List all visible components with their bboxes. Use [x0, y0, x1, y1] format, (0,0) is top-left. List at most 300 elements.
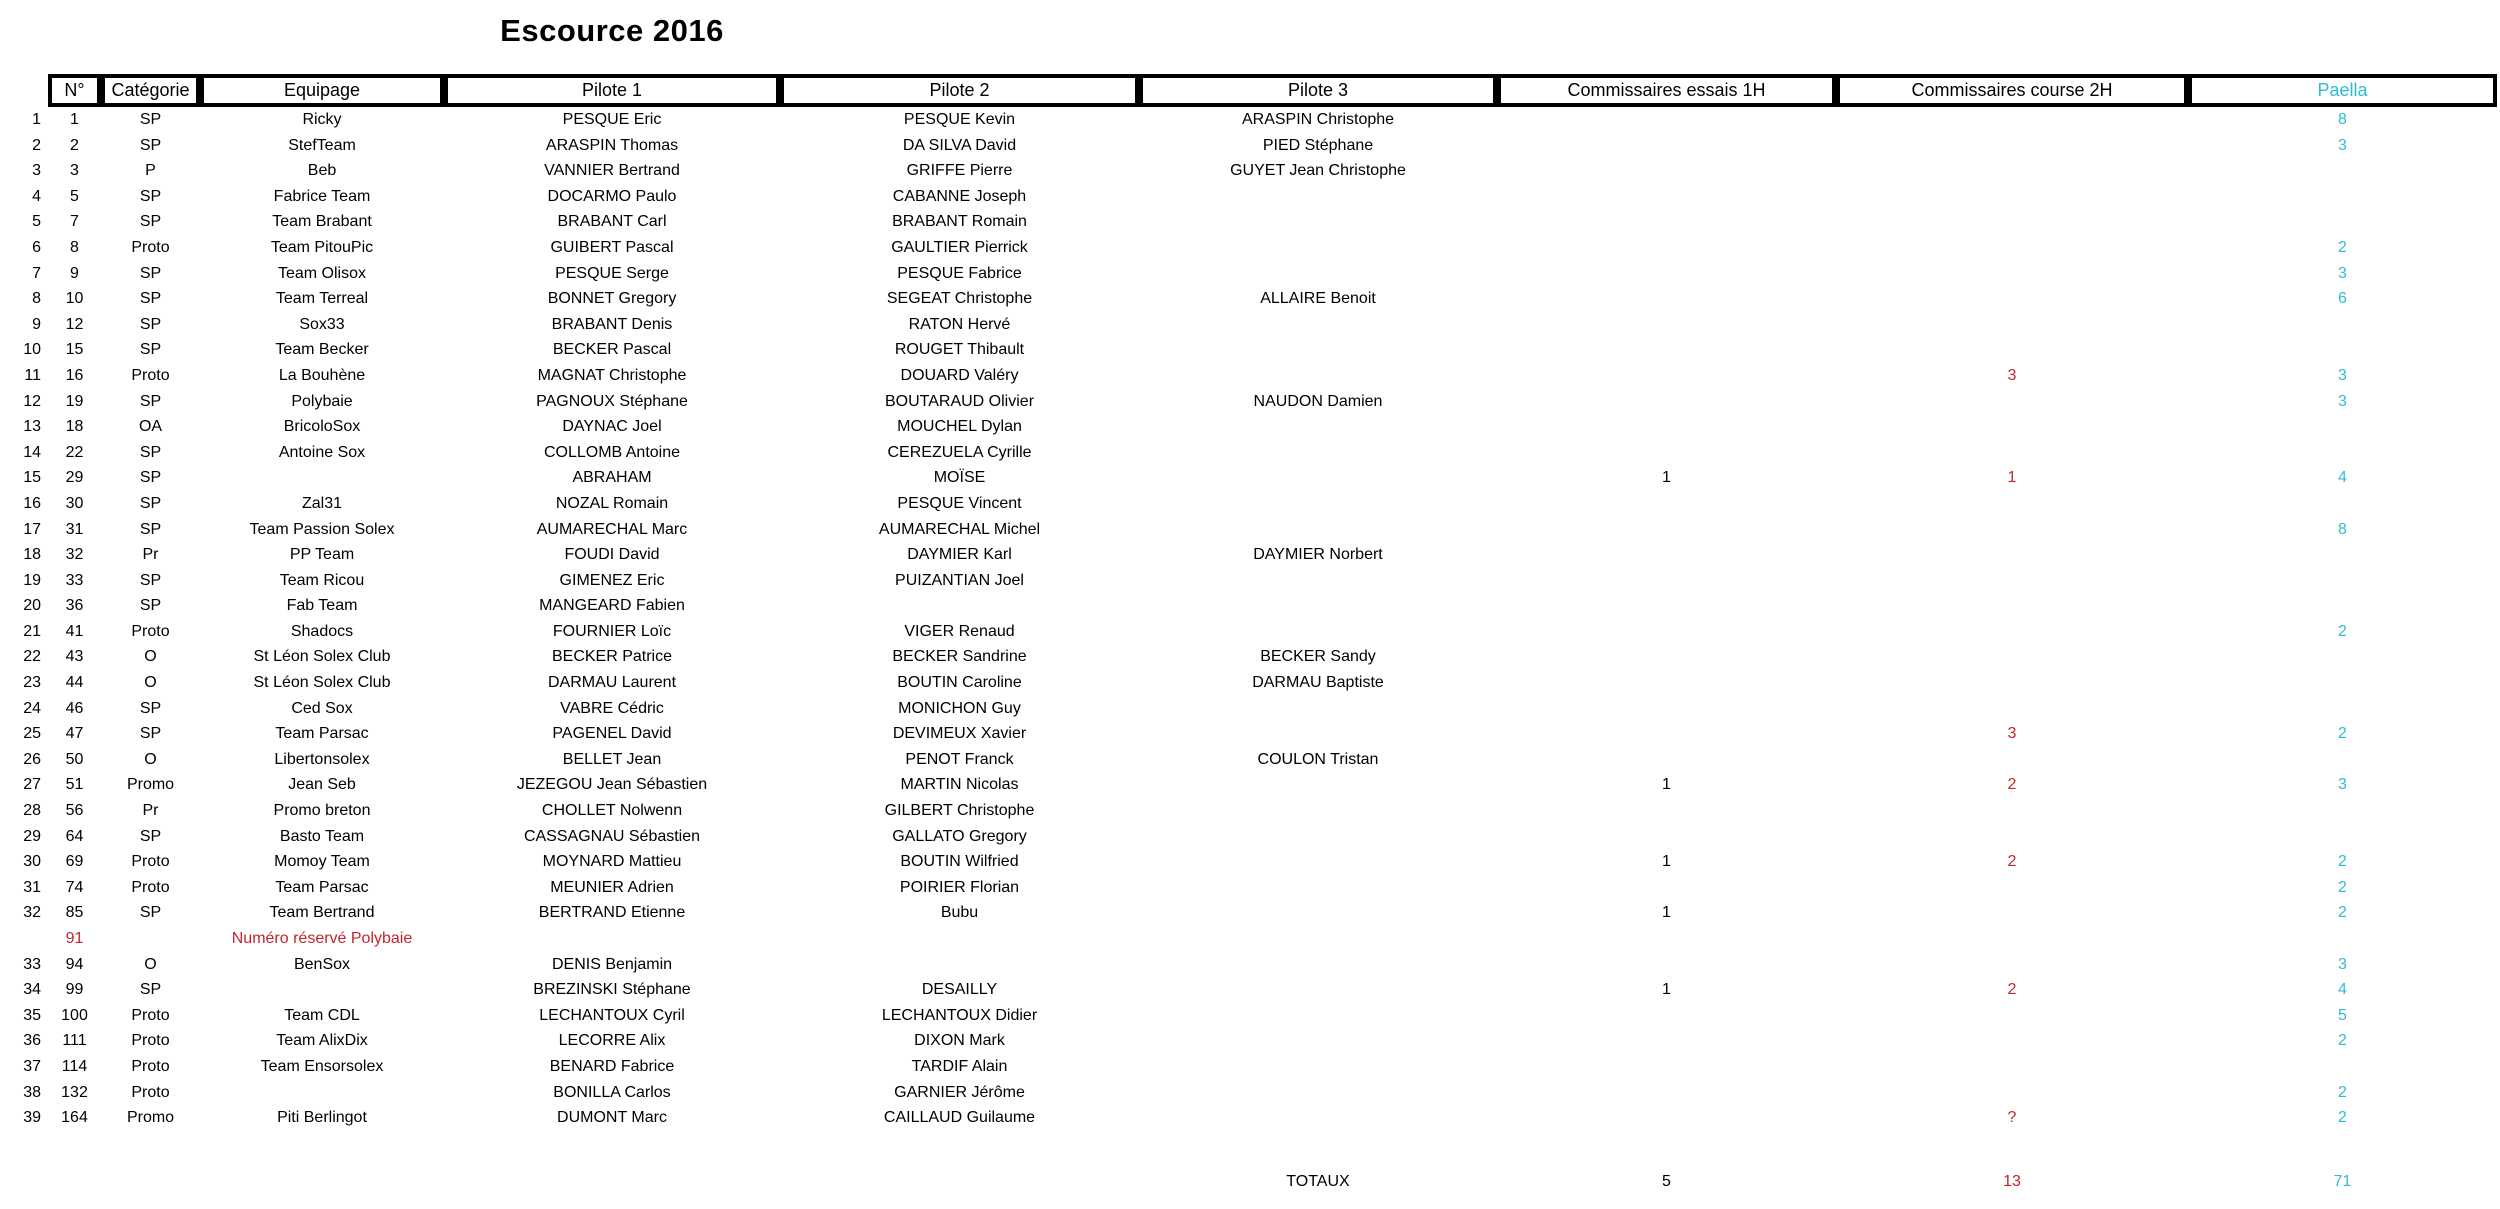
table-row [0, 798, 2500, 824]
table-row [0, 158, 2500, 184]
cell-paella [2188, 312, 2497, 338]
cell-team: StefTeam [288, 136, 356, 154]
cell-team: Libertonsolex [274, 750, 370, 768]
cell-e1h [1497, 389, 1836, 415]
cell-team: Team Becker [275, 341, 369, 359]
cell-num: 91 [65, 930, 84, 947]
cell-paella [2188, 209, 2497, 235]
cell-num: 51 [65, 776, 84, 794]
cell-gutter [0, 1169, 48, 1195]
cell-gutter: 14 [23, 443, 41, 461]
cell-p2: VIGER Renaud [904, 622, 1015, 640]
cell-num: 5 [70, 187, 79, 205]
cell-p1: BRABANT Carl [557, 213, 667, 231]
cell-c2h [1836, 619, 2188, 645]
cell-p3: NAUDON Damien [1253, 392, 1383, 410]
cell-team: La Bouhène [278, 366, 366, 384]
cell-team: Promo breton [273, 802, 371, 820]
cell-p3: PIED Stéphane [1262, 136, 1374, 154]
cell-p3 [1139, 235, 1497, 261]
cell-team: Sox33 [299, 315, 345, 333]
cell-c2h [1836, 1003, 2188, 1029]
cell-p3 [1139, 696, 1497, 722]
totals-essais-1h: 5 [1662, 1172, 1671, 1190]
totals-course-2h: 13 [2003, 1172, 2021, 1190]
cell-team: Fab Team [286, 597, 358, 615]
cell-p2 [780, 1169, 1139, 1195]
col-header-categorie: Catégorie [101, 74, 200, 107]
cell-team: Team Olisox [277, 264, 367, 282]
header-gutter-spacer [0, 74, 48, 107]
cell-p3 [1139, 900, 1497, 926]
cell-num: 10 [65, 290, 84, 308]
cell-p1: GIMENEZ Eric [559, 571, 665, 589]
cell-p3 [1139, 849, 1497, 875]
cell-p3 [1139, 1080, 1497, 1106]
cell-num: 164 [61, 1109, 88, 1127]
sheet-title: Escource 2016 [500, 13, 724, 48]
cell-p3 [1139, 184, 1497, 210]
cell-num: 46 [65, 699, 84, 717]
cell-gutter: 25 [23, 725, 41, 743]
cell-p1: PESQUE Serge [555, 264, 669, 282]
cell-p1: BERTRAND Etienne [538, 904, 686, 922]
cell-team: Team Ricou [279, 571, 365, 589]
cell-num: 33 [65, 571, 84, 589]
cell-c2h [1836, 952, 2188, 978]
cell-paella: 8 [2338, 111, 2347, 128]
cell-gutter: 3 [32, 162, 41, 180]
cell-team: Team Bertrand [269, 904, 375, 922]
col-header-pilote2: Pilote 2 [780, 74, 1139, 107]
cell-p2: CAILLAUD Guilaume [883, 1109, 1036, 1127]
cell-cat: SP [139, 341, 162, 359]
cell-team: Basto Team [279, 827, 365, 845]
cell-gutter: 24 [23, 699, 41, 717]
col-header-num: N° [48, 74, 101, 107]
cell-c2h [1836, 235, 2188, 261]
cell-p1: VABRE Cédric [560, 699, 664, 717]
col-header-commissaires-course-2h: Commissaires course 2H [1836, 74, 2188, 107]
cell-p3 [1139, 1028, 1497, 1054]
cell-p2: GALLATO Gregory [892, 827, 1027, 845]
cell-cat: SP [139, 315, 162, 333]
cell-p1: DENIS Benjamin [551, 955, 673, 973]
cell-p2: GARNIER Jérôme [894, 1083, 1025, 1101]
cell-paella: 3 [2338, 264, 2347, 282]
cell-gutter: 29 [23, 827, 41, 845]
cell-e1h [1497, 824, 1836, 850]
cell-e1h [1497, 517, 1836, 543]
col-header-pilote3: Pilote 3 [1139, 74, 1497, 107]
cell-e1h [1497, 158, 1836, 184]
cell-gutter: 26 [23, 750, 41, 768]
table-row [0, 235, 2500, 261]
cell-p2: DA SILVA David [902, 136, 1017, 154]
cell-p3: DAYMIER Norbert [1253, 546, 1383, 564]
cell-cat: SP [139, 725, 162, 743]
cell-gutter: 21 [23, 622, 41, 640]
cell-cat: Promo [126, 776, 175, 794]
cell-cat: O [144, 955, 157, 973]
cell-p2: MONICHON Guy [898, 699, 1021, 717]
cell-paella: 8 [2338, 520, 2347, 538]
cell-e1h [1497, 670, 1836, 696]
cell-p2: BOUTIN Wilfried [900, 853, 1019, 871]
cell-c2h [1836, 209, 2188, 235]
cell-gutter: 19 [23, 571, 41, 589]
cell-cat: Proto [131, 878, 170, 896]
cell-p1: BONNET Gregory [547, 290, 677, 308]
cell-p3 [1139, 568, 1497, 594]
cell-paella [2188, 158, 2497, 184]
cell-p1 [444, 926, 780, 952]
cell-team: Ced Sox [291, 699, 353, 717]
cell-gutter: 4 [32, 187, 41, 205]
cell-paella [2188, 184, 2497, 210]
cell-num: 100 [61, 1006, 88, 1024]
cell-num: 132 [61, 1083, 88, 1101]
cell-gutter: 15 [23, 469, 41, 487]
cell-paella: 6 [2338, 290, 2347, 308]
col-header-pilote1: Pilote 1 [444, 74, 780, 107]
cell-e1h [1497, 696, 1836, 722]
cell-paella [2188, 414, 2497, 440]
table-row [0, 1054, 2500, 1080]
cell-paella: 3 [2338, 136, 2347, 154]
cell-p3 [1139, 824, 1497, 850]
cell-p2: GILBERT Christophe [884, 802, 1035, 820]
cell-team: PP Team [289, 546, 355, 564]
cell-c2h [1836, 900, 2188, 926]
cell-num: 114 [61, 1057, 88, 1075]
cell-num: 99 [65, 981, 84, 999]
cell-p1: MAGNAT Christophe [537, 366, 687, 384]
table-row [0, 209, 2500, 235]
cell-c2h [1836, 824, 2188, 850]
table-row [0, 670, 2500, 696]
cell-cat: Proto [131, 622, 170, 640]
cell-p2: BECKER Sandrine [892, 648, 1027, 666]
table-row [0, 772, 2500, 798]
cell-team: Team Passion Solex [249, 520, 395, 538]
cell-e1h [1497, 414, 1836, 440]
cell-p1: COLLOMB Antoine [543, 443, 681, 461]
cell-team: Team Brabant [272, 213, 372, 231]
cell-c2h [1836, 593, 2188, 619]
cell-gutter: 16 [23, 494, 41, 512]
cell-gutter: 36 [23, 1032, 41, 1050]
table-row [0, 414, 2500, 440]
cell-p1: GUIBERT Pascal [550, 238, 674, 256]
cell-cat: SP [139, 111, 162, 128]
cell-team: Ricky [302, 111, 342, 128]
cell-paella [2188, 644, 2497, 670]
cell-p1: DAYNAC Joel [562, 418, 662, 436]
cell-p2 [780, 593, 1139, 619]
cell-p3 [1139, 1054, 1497, 1080]
cell-team: Team AlixDix [276, 1032, 368, 1050]
cell-p3: ALLAIRE Benoit [1260, 290, 1376, 308]
table-row [0, 389, 2500, 415]
cell-p1: NOZAL Romain [555, 494, 669, 512]
cell-cat: SP [139, 213, 162, 231]
table-row [0, 312, 2500, 338]
cell-cat: SP [139, 392, 162, 410]
table-row [0, 1028, 2500, 1054]
cell-num: 44 [65, 674, 84, 692]
cell-c2h [1836, 696, 2188, 722]
table-row [0, 491, 2500, 517]
cell-cat: Promo [126, 1109, 175, 1127]
table-header-row [0, 74, 2500, 107]
cell-e1h [1497, 491, 1836, 517]
cell-gutter: 1 [32, 111, 41, 128]
col-header-paella: Paella [2188, 74, 2497, 107]
cell-p3 [1139, 312, 1497, 338]
cell-p3 [1139, 619, 1497, 645]
cell-p2: POIRIER Florian [899, 878, 1020, 896]
cell-p1: VANNIER Bertrand [544, 162, 680, 180]
cell-c2h [1836, 440, 2188, 466]
cell-team: Team Parsac [275, 725, 369, 743]
cell-p3 [1139, 721, 1497, 747]
cell-team: Zal31 [301, 494, 343, 512]
cell-p2: SEGEAT Christophe [886, 290, 1033, 308]
table-row [0, 184, 2500, 210]
cell-paella [2188, 696, 2497, 722]
cell-p1: ARASPIN Thomas [545, 136, 679, 154]
cell-p2: DEVIMEUX Xavier [892, 725, 1027, 743]
cell-c2h: ? [2007, 1109, 2017, 1127]
cell-e1h [1497, 593, 1836, 619]
cell-cat: Proto [131, 1006, 170, 1024]
cell-team: Team Ensorsolex [260, 1057, 384, 1075]
cell-paella: 3 [2338, 392, 2347, 410]
cell-c2h [1836, 337, 2188, 363]
cell-c2h [1836, 517, 2188, 543]
cell-e1h [1497, 286, 1836, 312]
cell-paella [2188, 440, 2497, 466]
totals-row [0, 1169, 2500, 1195]
cell-p2: TARDIF Alain [911, 1057, 1008, 1075]
cell-e1h: 1 [1662, 776, 1671, 794]
cell-c2h [1836, 158, 2188, 184]
cell-p2: MOUCHEL Dylan [897, 418, 1022, 436]
cell-num: 50 [65, 750, 84, 768]
cell-team: Jean Seb [288, 776, 356, 794]
cell-num: 36 [65, 597, 84, 615]
cell-c2h [1836, 1028, 2188, 1054]
cell-num: 8 [70, 238, 79, 256]
results-table [0, 74, 2500, 1195]
cell-paella [2188, 491, 2497, 517]
cell-gutter: 13 [23, 418, 41, 436]
cell-cat: O [144, 648, 157, 666]
cell-cat: O [144, 750, 157, 768]
cell-paella [2188, 568, 2497, 594]
cell-p2: DAYMIER Karl [907, 546, 1012, 564]
cell-team: Team CDL [284, 1006, 360, 1024]
cell-e1h [1497, 261, 1836, 287]
cell-p3: COULON Tristan [1257, 750, 1379, 768]
cell-paella [2188, 1054, 2497, 1080]
cell-paella: 4 [2338, 469, 2347, 487]
cell-e1h [1497, 644, 1836, 670]
cell-p3 [1139, 517, 1497, 543]
cell-p3 [1139, 414, 1497, 440]
cell-cat: Proto [131, 366, 170, 384]
cell-gutter: 6 [32, 238, 41, 256]
cell-gutter: 28 [23, 802, 41, 820]
cell-p1: BELLET Jean [562, 750, 662, 768]
cell-p1: MEUNIER Adrien [550, 878, 674, 896]
cell-cat: SP [139, 904, 162, 922]
cell-cat: SP [139, 520, 162, 538]
totals-paella: 71 [2333, 1172, 2352, 1190]
cell-p1: FOURNIER Loïc [552, 622, 672, 640]
cell-p2 [780, 952, 1139, 978]
cell-e1h [1497, 312, 1836, 338]
table-row [0, 824, 2500, 850]
cell-num: 22 [65, 443, 84, 461]
cell-p2: BOUTARAUD Olivier [884, 392, 1035, 410]
cell-num: 43 [65, 648, 84, 666]
cell-gutter: 23 [23, 674, 41, 692]
cell-p2: MOÏSE [933, 469, 986, 487]
cell-team: Antoine Sox [278, 443, 366, 461]
cell-p3 [1139, 1105, 1497, 1131]
table-row [0, 619, 2500, 645]
cell-paella: 2 [2338, 1109, 2347, 1127]
cell-num: 9 [70, 264, 79, 282]
table-row [0, 568, 2500, 594]
cell-paella: 2 [2338, 238, 2347, 256]
cell-team: St Léon Solex Club [253, 648, 391, 666]
cell-p3 [1139, 261, 1497, 287]
cell-paella: 5 [2338, 1006, 2347, 1024]
cell-e1h: 1 [1662, 904, 1671, 922]
cell-c2h [1836, 875, 2188, 901]
cell-cat: SP [139, 699, 162, 717]
table-row [0, 542, 2500, 568]
cell-e1h [1497, 1054, 1836, 1080]
cell-p3 [1139, 798, 1497, 824]
cell-e1h [1497, 1105, 1836, 1131]
cell-cat: SP [139, 187, 162, 205]
table-row [0, 644, 2500, 670]
cell-p1: PAGNOUX Stéphane [536, 392, 688, 410]
cell-gutter: 33 [23, 955, 41, 973]
cell-paella: 2 [2338, 622, 2347, 640]
cell-num: 69 [65, 853, 84, 871]
cell-num: 41 [65, 622, 84, 640]
cell-c2h [1836, 107, 2188, 133]
cell-c2h [1836, 312, 2188, 338]
table-row [0, 900, 2500, 926]
cell-gutter: 12 [23, 392, 41, 410]
cell-num: 64 [65, 827, 84, 845]
cell-p1: BENARD Fabrice [549, 1057, 675, 1075]
cell-e1h [1497, 1003, 1836, 1029]
cell-cat: SP [139, 827, 162, 845]
cell-p3: DARMAU Baptiste [1252, 674, 1384, 692]
cell-p3 [1139, 875, 1497, 901]
cell-p2: BRABANT Romain [892, 213, 1027, 231]
cell-p2: PENOT Franck [905, 750, 1014, 768]
cell-num: 56 [65, 802, 84, 820]
cell-p2: ROUGET Thibault [894, 341, 1025, 359]
cell-p2: RATON Hervé [908, 315, 1011, 333]
cell-c2h: 1 [2007, 469, 2017, 487]
cell-cat: Proto [131, 1057, 170, 1075]
cell-e1h [1497, 133, 1836, 159]
table-row [0, 696, 2500, 722]
cell-p3 [1139, 977, 1497, 1003]
cell-num: 7 [70, 213, 79, 231]
cell-p3 [1139, 337, 1497, 363]
cell-gutter: 17 [23, 520, 41, 538]
cell-paella: 2 [2338, 725, 2347, 743]
table-row [0, 1003, 2500, 1029]
table-row [0, 721, 2500, 747]
cell-team: Team Parsac [275, 878, 369, 896]
cell-p2: MARTIN Nicolas [900, 776, 1019, 794]
cell-c2h: 3 [2007, 725, 2017, 743]
cell-e1h [1497, 337, 1836, 363]
cell-e1h [1497, 184, 1836, 210]
cell-p2: BOUTIN Caroline [897, 674, 1022, 692]
cell-gutter: 18 [23, 546, 41, 564]
cell-c2h [1836, 926, 2188, 952]
cell-gutter: 31 [23, 878, 41, 896]
cell-p1: CASSAGNAU Sébastien [523, 827, 701, 845]
cell-paella [2188, 926, 2497, 952]
cell-gutter: 35 [23, 1006, 41, 1024]
cell-paella [2188, 824, 2497, 850]
cell-c2h [1836, 670, 2188, 696]
cell-cat [101, 926, 200, 952]
cell-p2: PESQUE Vincent [897, 494, 1022, 512]
cell-num: 16 [65, 366, 84, 384]
cell-num: 1 [70, 111, 79, 128]
cell-team: Team PitouPic [270, 238, 374, 256]
cell-e1h [1497, 721, 1836, 747]
cell-e1h [1497, 542, 1836, 568]
table-row [0, 747, 2500, 773]
cell-cat: OA [138, 418, 163, 436]
cell-cat: SP [139, 443, 162, 461]
cell-num: 74 [65, 878, 84, 896]
cell-c2h: 3 [2007, 366, 2017, 384]
cell-num: 31 [65, 520, 84, 538]
cell-p1: PESQUE Eric [562, 111, 662, 128]
cell-p1: LECHANTOUX Cyril [539, 1006, 685, 1024]
cell-paella: 2 [2338, 1083, 2347, 1101]
cell-p3: GUYET Jean Christophe [1230, 162, 1406, 180]
table-row [0, 337, 2500, 363]
cell-num: 32 [65, 546, 84, 564]
cell-c2h: 2 [2007, 776, 2017, 794]
cell-c2h [1836, 414, 2188, 440]
cell-team: Numéro réservé Polybaie [231, 930, 413, 947]
cell-e1h [1497, 209, 1836, 235]
cell-cat: SP [139, 981, 162, 999]
cell-c2h [1836, 644, 2188, 670]
cell-c2h [1836, 491, 2188, 517]
cell-p3 [1139, 772, 1497, 798]
cell-cat [101, 1169, 200, 1195]
